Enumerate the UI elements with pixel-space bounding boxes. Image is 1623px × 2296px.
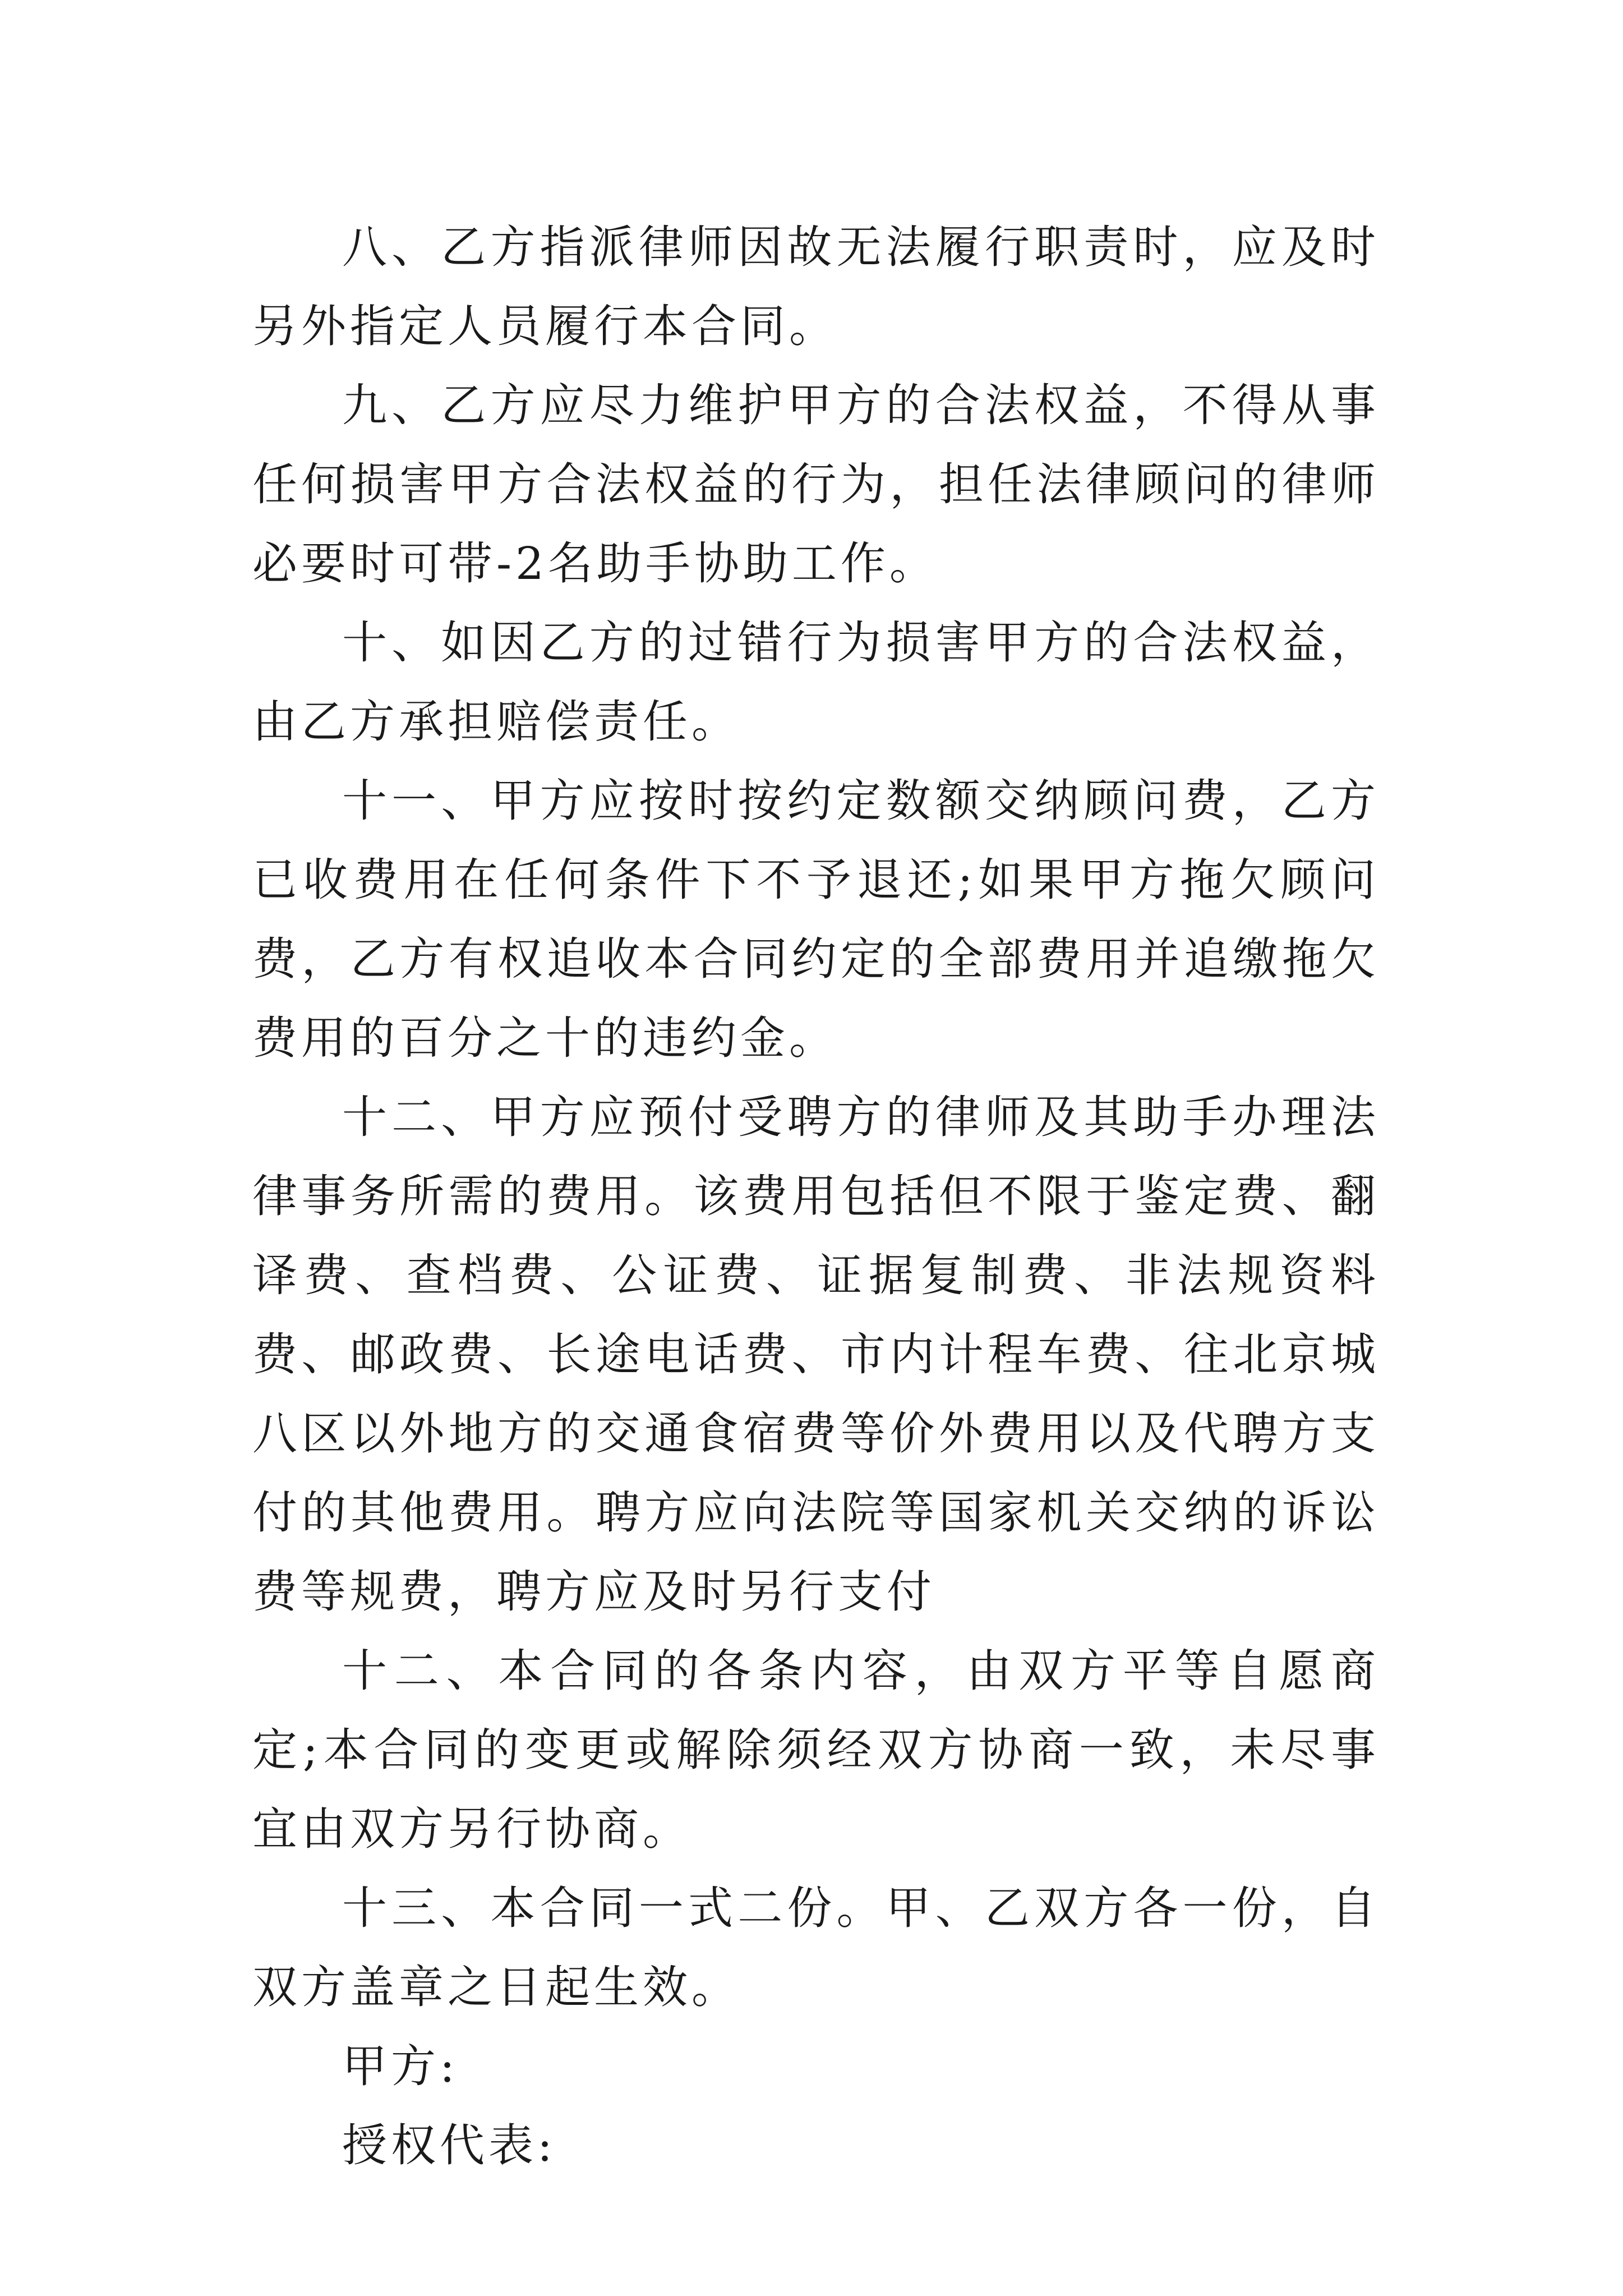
clause-10: 十、如因乙方的过错行为损害甲方的合法权益，由乙方承担赔偿责任。 bbox=[252, 616, 1380, 748]
clause-12-fees: 十二、甲方应预付受聘方的律师及其助手办理法律事务所需的费用。该费用包括但不限于鉴定费、翻译费、查档费、公证费、证据复制费、非法规资料费、邮政费、长途电话费、市内计程车费、往北京城八区以外地方的交通食宿费等价外费用以及代聘方支付的其他费用。聘方应向法院等国家机关交纳的诉讼费等规费，聘方应及时另行支付 bbox=[252, 1091, 1380, 1618]
clause-9: 九、乙方应尽力维护甲方的合法权益，不得从事任何损害甲方合法权益的行为，担任法律顾问的律师必要时可带-2名助手协助工作。 bbox=[252, 379, 1380, 590]
clause-11: 十一、甲方应按时按约定数额交纳顾问费，乙方已收费用在任何条件下不予退还;如果甲方拖欠顾问费，乙方有权追收本合同约定的全部费用并追缴拖欠费用的百分之十的违约金。 bbox=[252, 775, 1380, 1064]
authorized-rep-label: 授权代表: bbox=[342, 2119, 556, 2171]
party-a-label: 甲方: bbox=[342, 2040, 459, 2092]
document-page bbox=[252, 208, 1380, 2185]
clause-13: 十三、本合同一式二份。甲、乙双方各一份，自双方盖章之日起生效。 bbox=[252, 1882, 1380, 2013]
clause-8: 八、乙方指派律师因故无法履行职责时，应及时另外指定人员履行本合同。 bbox=[252, 221, 1380, 352]
clause-12-terms: 十二、本合同的各条内容，由双方平等自愿商定;本合同的变更或解除须经双方协商一致，未尽事宜由双方另行协商。 bbox=[252, 1645, 1380, 1855]
